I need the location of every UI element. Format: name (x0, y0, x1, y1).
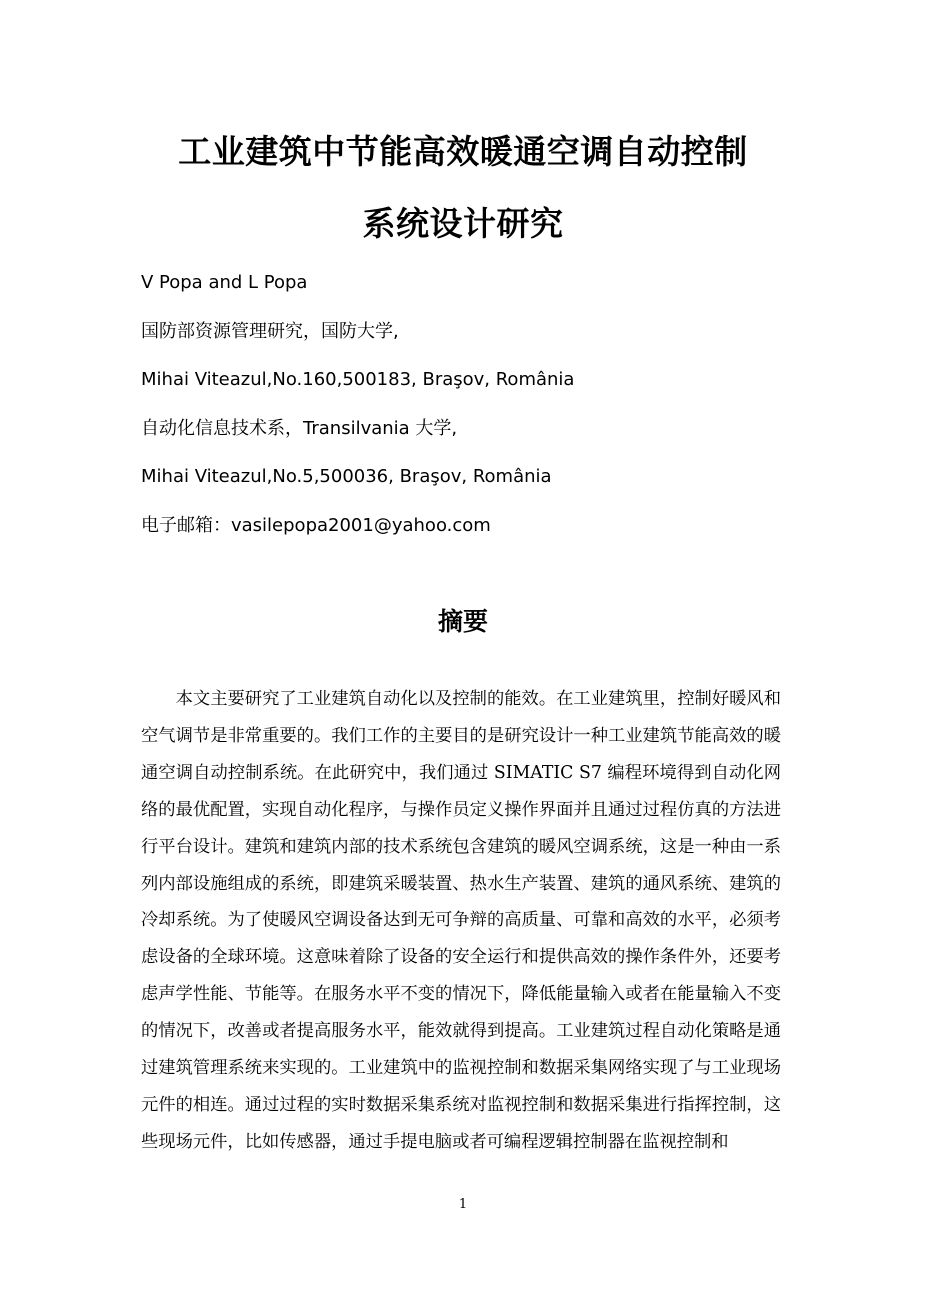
page-number: 1 (458, 1197, 468, 1212)
paper-title-line-2: 系统设计研究 (362, 204, 564, 243)
affiliation-2-address: Mihai Viteazul,No.5,500036, Braşov, România (141, 466, 552, 487)
abstract-heading: 摘要 (437, 607, 488, 636)
email-address: 电子邮箱：vasilepopa2001@yahoo.com (141, 515, 491, 536)
paper-title-line-1: 工业建筑中节能高效暖通空调自动控制 (178, 132, 748, 171)
abstract-body: 本文主要研究了工业建筑自动化以及控制的能效。在工业建筑里，控制好暖风和空气调节是非常重要的。我们工作的主要目的是研究设计一种工业建筑节能高效的暖通空调自动控制系统。在此研究中，我们通过 SIMATIC S7 编程环境得到自动化网络的最优配置，实现自动化程序，与操作员定义操作界面并且通过过程仿真的方法进行平台设计。建筑和建筑内部的技术系统包含建筑的暖风空调系统，这是一种由一系列内部设施组成的系统，即建筑采暖装置、热水生产装置、建筑的通风系统、建筑的冷却系统。为了使暖风空调设备达到无可争辩的高质量、可靠和高效的水平，必须考虑设备的全球环境。这意味着除了设备的安全运行和提供高效的操作条件外，还要考虑声学性能、节能等。在服务水平不变的情况下，降低能量输入或者在能量输入不变的情况下，改善或者提高服务水平，能效就得到提高。工业建筑过程自动化策略是通过建筑管理系统来实现的。工业建筑中的监视控制和数据采集网络实现了与工业现场元件的相连。通过过程的实时数据采集系统对监视控制和数据采集进行指挥控制，这些现场元件，比如传感器，通过手提电脑或者可编程逻辑控制器在监视控制和 (141, 689, 781, 1152)
authors: V Popa and L Popa (141, 272, 308, 293)
affiliation-1-address: Mihai Viteazul,No.160,500183, Braşov, România (141, 369, 575, 390)
affiliation-2-institution: 自动化信息技术系，Transilvania 大学, (141, 418, 458, 439)
affiliation-1-institution: 国防部资源管理研究，国防大学, (141, 321, 399, 342)
